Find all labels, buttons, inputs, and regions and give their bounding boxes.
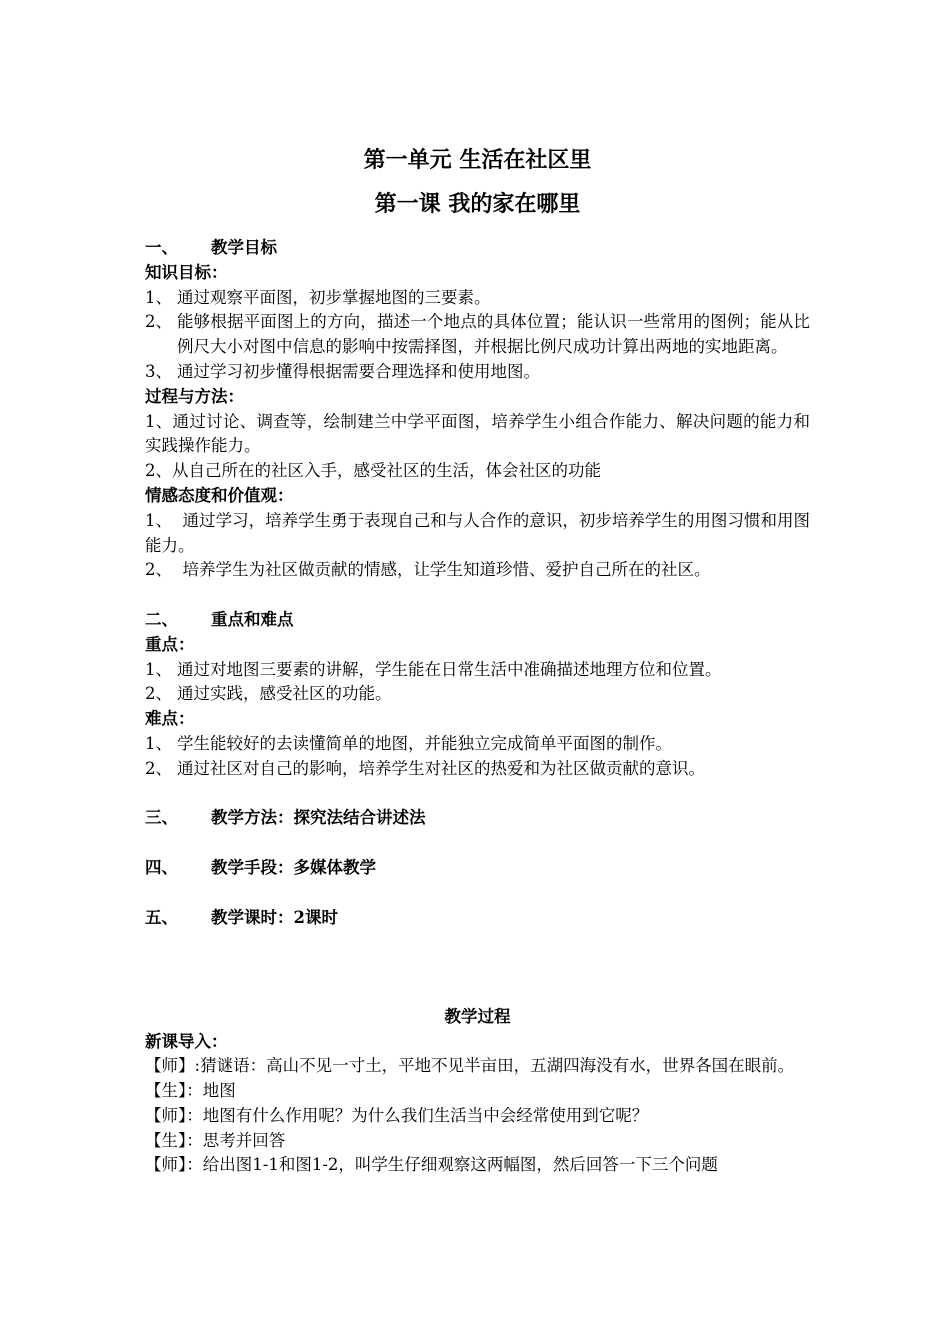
section-heading-means	[145, 856, 810, 881]
document-body	[145, 236, 810, 1178]
speaker-tag: 【师】	[145, 1155, 187, 1175]
dialogue-line	[145, 1079, 810, 1104]
section-label: 教学课时：2课时	[211, 907, 338, 927]
spacer	[145, 881, 810, 906]
dialogue-line	[145, 1129, 810, 1154]
section-number: 三、	[145, 808, 178, 828]
item-number: 1、	[145, 659, 172, 679]
speaker-separator: ：	[186, 1155, 203, 1175]
item-number: 2、	[145, 560, 172, 580]
item-number: 1、	[145, 510, 173, 530]
spacer	[145, 583, 810, 608]
list-item	[145, 360, 810, 385]
item-text: 通过学习，培养学生勇于表现自己和与人合作的意识，初步培养学生的用图习惯和用图能力。	[145, 510, 810, 555]
list-item	[145, 757, 810, 782]
list-item	[145, 286, 810, 311]
item-number: 3、	[145, 361, 172, 381]
dialogue-line	[145, 1054, 810, 1079]
dialogue-line	[145, 1104, 810, 1129]
section-label: 重点和难点	[211, 609, 294, 629]
item-text: 通过实践，感受社区的功能。	[177, 684, 392, 704]
list-item	[145, 658, 810, 683]
list-item	[145, 732, 810, 757]
paragraph: 1、通过讨论、调查等，绘制建兰中学平面图，培养学生小组合作能力、解决问题的能力和实践操作能力。	[145, 411, 810, 456]
list-item	[145, 682, 810, 707]
spacer	[145, 831, 810, 856]
dialogue-text: 思考并回答	[202, 1130, 286, 1150]
item-number: 1、	[145, 287, 172, 307]
process-heading: 过程与方法：	[145, 386, 244, 406]
speaker-tag: 【生】	[145, 1081, 187, 1101]
list-item	[145, 310, 810, 360]
section-number: 二、	[145, 609, 178, 629]
speaker-separator: ：	[186, 1081, 203, 1101]
item-number: 2、	[145, 758, 172, 778]
spacer	[145, 980, 810, 1005]
spacer	[145, 782, 810, 807]
section-label: 教学目标	[211, 238, 277, 257]
teaching-process-heading: 教学过程	[444, 1006, 511, 1026]
section-label: 教学方法：探究法结合讲述法	[211, 808, 426, 828]
section-heading-hours	[145, 906, 810, 931]
key-heading: 重点：	[145, 634, 195, 654]
unit-title: 第一单元 生活在社区里	[363, 147, 592, 173]
item-number: 1、	[145, 733, 172, 753]
section-heading-objectives	[145, 236, 810, 261]
dialogue-text: 地图有什么作用呢？为什么我们生活当中会经常使用到它呢？	[202, 1105, 649, 1125]
item-text: 通过社区对自己的影响，培养学生对社区的热爱和为社区做贡献的意识。	[177, 758, 705, 778]
section-number: 五、	[145, 907, 178, 927]
item-text: 通过对地图三要素的讲解，学生能在日常生活中准确描述地理方位和位置。	[177, 659, 722, 679]
item-text: 培养学生为社区做贡献的情感，让学生知道珍惜、爱护自己所在的社区。	[182, 560, 711, 580]
spacer	[145, 930, 810, 980]
item-text: 通过学习初步懂得根据需要合理选择和使用地图。	[177, 361, 540, 381]
speaker-tag: 【师】	[145, 1105, 187, 1125]
item-text: 通过观察平面图，初步掌握地图的三要素。	[177, 287, 491, 307]
section-heading-key-points	[145, 608, 810, 633]
item-text: 学生能较好的去读懂简单的地图，并能独立完成简单平面图的制作。	[177, 733, 672, 753]
speaker-tag: 【生】	[145, 1130, 187, 1150]
list-item	[145, 509, 810, 559]
dialogue-text: 地图	[202, 1081, 236, 1101]
dialogue-text: 给出图1-1和图1-2，叫学生仔细观察这两幅图，然后回答一下三个问题	[202, 1155, 718, 1175]
item-text: 能够根据平面图上的方向，描述一个地点的具体位置；能认识一些常用的图例；能从比例尺大小对图中信息的影响中按需择图，并根据比例尺成功计算出两地的实地距离。	[177, 312, 810, 357]
section-label: 教学手段：多媒体教学	[211, 857, 376, 877]
knowledge-heading: 知识目标：	[145, 262, 228, 282]
dialogue-text: 猜谜语：高山不见一寸土，平地不见半亩田，五湖四海没有水，世界各国在眼前。	[200, 1056, 795, 1076]
intro-heading: 新课导入：	[145, 1031, 228, 1051]
paragraph: 2、从自己所在的社区入手，感受社区的生活，体会社区的功能	[145, 461, 601, 481]
difficult-heading: 难点：	[145, 709, 195, 729]
speaker-separator: :	[194, 1056, 201, 1076]
dialogue-line	[145, 1153, 810, 1178]
speaker-separator: ：	[186, 1105, 203, 1125]
section-heading-method	[145, 806, 810, 831]
speaker-separator: ：	[186, 1130, 203, 1150]
item-number: 2、	[145, 312, 172, 332]
emotion-heading: 情感态度和价值观：	[145, 485, 294, 505]
speaker-tag: 【师】	[145, 1056, 195, 1076]
section-number: 四、	[145, 857, 178, 877]
item-number: 2、	[145, 684, 172, 704]
lesson-title: 第一课 我的家在哪里	[374, 191, 581, 217]
section-number: 一、	[145, 238, 178, 257]
list-item	[145, 558, 810, 583]
